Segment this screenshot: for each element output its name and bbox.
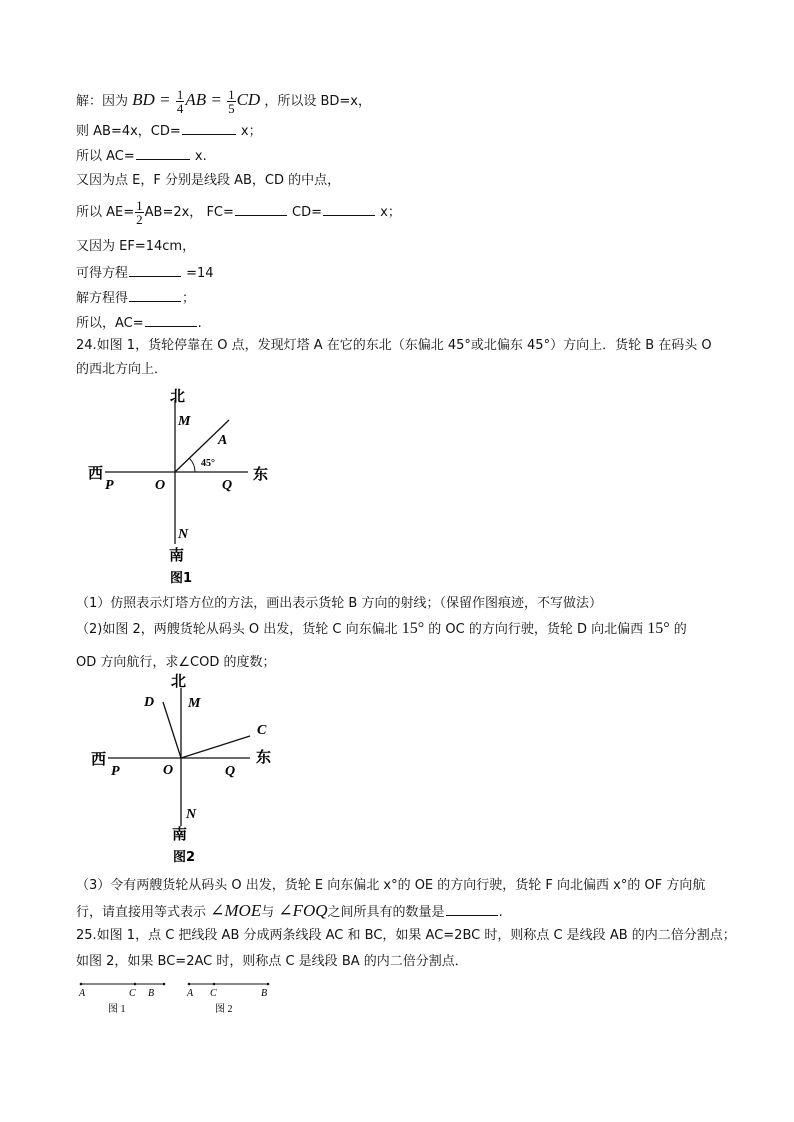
ray-od bbox=[163, 702, 181, 758]
point-a-label: A bbox=[218, 433, 228, 448]
segment-figure-2 bbox=[186, 983, 269, 1015]
figure-2-compass bbox=[80, 670, 280, 870]
north-label: 北 bbox=[171, 672, 187, 690]
point-c-label: C bbox=[210, 988, 217, 999]
solution-line-8: 解方程得 ； bbox=[76, 288, 195, 308]
q24-line-1: 24.如图 1，货轮停靠在 O 点，发现灯塔 A 在它的东北（东偏北 45°或北偏东 45°）方向上．货轮 B 在码头 O bbox=[76, 338, 712, 353]
west-label: 西 bbox=[91, 750, 107, 768]
segment-figure-1 bbox=[78, 983, 165, 1015]
answer-blank[interactable] bbox=[129, 288, 181, 302]
text: 解：因为 bbox=[76, 94, 129, 109]
q24-sub3-line-2: 行，请直接用等式表示 ∠MOE与 ∠FOQ之间所具有的数量是 . bbox=[76, 901, 503, 920]
math-eq: = bbox=[206, 90, 227, 109]
q24-sub2-line-2: OD 方向航行，求∠COD 的度数； bbox=[76, 655, 276, 670]
angle-value: 15° bbox=[647, 620, 670, 637]
fraction-1-4: $\frac{1}{4}$ bbox=[176, 87, 184, 116]
q25-line-1: 25.如图 1，点 C 把线段 AB 分成两条线段 AC 和 BC，如果 AC=2BC 时，则称点 C 是线段 AB 的内二倍分割点； bbox=[76, 928, 736, 943]
point-a-label: A bbox=[79, 988, 86, 999]
figure-caption: 图1 bbox=[170, 571, 193, 586]
north-label: 北 bbox=[170, 387, 186, 405]
answer-blank[interactable] bbox=[145, 313, 197, 327]
q24-sub3-line-1: （3）令有两艘货轮从码头 O 出发，货轮 E 向东偏北 x°的 OE 的方向行驶，货轮 F 向北偏西 x°的 OF 方向航 bbox=[76, 878, 706, 893]
point-c-label: C bbox=[129, 988, 136, 999]
answer-blank[interactable] bbox=[235, 202, 287, 216]
point-q-label: Q bbox=[225, 764, 236, 779]
point-o-label: O bbox=[163, 763, 174, 778]
point-q-label: Q bbox=[222, 478, 233, 493]
point-b-label: B bbox=[261, 988, 268, 999]
math-angle-foq: ∠FOQ bbox=[278, 901, 328, 920]
figure-1-compass bbox=[80, 386, 280, 590]
q24-line-2: 的西北方向上． bbox=[76, 362, 168, 377]
solution-line-4: 又因为点 E，F 分别是线段 AB，CD 的中点， bbox=[76, 173, 341, 188]
figure-caption: 图2 bbox=[173, 850, 196, 865]
q24-sub2-line-1: （2)如图 2，两艘货轮从码头 O 出发，货轮 C 向东偏北 15° 的 OC 的方向行驶，货轮 D 向北偏西 15° 的 bbox=[76, 620, 687, 637]
point-o-label: O bbox=[155, 478, 166, 493]
fraction-1-2: $\frac{1}{2}$ bbox=[136, 198, 143, 227]
point-m-label: M bbox=[178, 414, 191, 429]
point-d-label: D bbox=[144, 695, 155, 710]
solution-line-5: 所以 AE= $\frac{1}{2}$ AB=2x， FC= CD= x； bbox=[76, 198, 401, 227]
point-p-label: P bbox=[105, 478, 114, 493]
text: ，所以设 BD=x， bbox=[264, 94, 371, 109]
ray-oc bbox=[181, 736, 250, 758]
math-angle-moe: ∠MOE bbox=[210, 901, 262, 920]
angle-label: 45° bbox=[201, 458, 215, 469]
solution-line-7: 可得方程 =14 bbox=[76, 263, 214, 283]
point-n-label: N bbox=[178, 527, 189, 542]
q25-line-2: 如图 2，如果 BC=2AC 时，则称点 C 是线段 BA 的内二倍分割点． bbox=[76, 954, 468, 969]
answer-blank[interactable] bbox=[129, 263, 181, 277]
math-ab: AB bbox=[185, 90, 207, 109]
point-c-label: C bbox=[257, 723, 267, 738]
point-b-label: B bbox=[148, 988, 155, 999]
angle-value: 15° bbox=[401, 620, 425, 637]
math-bd: BD bbox=[132, 90, 155, 109]
figure-caption: 图 1 bbox=[108, 1004, 126, 1015]
angle-arc bbox=[190, 458, 196, 472]
segment-figures bbox=[76, 978, 276, 1018]
answer-blank[interactable] bbox=[136, 146, 190, 160]
west-label: 西 bbox=[88, 464, 104, 482]
solution-line-3: 所以 AC= x. bbox=[76, 146, 207, 166]
point-m-label: M bbox=[188, 696, 201, 711]
south-label: 南 bbox=[172, 825, 188, 843]
math-cd: CD bbox=[236, 90, 261, 109]
answer-blank[interactable] bbox=[182, 121, 236, 135]
figure-caption: 图 2 bbox=[215, 1004, 233, 1015]
south-label: 南 bbox=[169, 546, 185, 564]
solution-line-6: 又因为 EF=14cm， bbox=[76, 239, 196, 254]
solution-line-2: 则 AB=4x，CD= x； bbox=[76, 121, 262, 141]
answer-blank[interactable] bbox=[446, 902, 498, 916]
point-n-label: N bbox=[186, 807, 197, 822]
q24-sub1: （1）仿照表示灯塔方位的方法，画出表示货轮 B 方向的射线；（保留作图痕迹，不写做法） bbox=[76, 596, 602, 611]
fraction-1-5: $\frac{1}{5}$ bbox=[228, 87, 235, 116]
east-label: 东 bbox=[256, 748, 272, 766]
point-a-label: A bbox=[187, 988, 194, 999]
math-eq: = bbox=[154, 90, 175, 109]
answer-blank[interactable] bbox=[323, 202, 375, 216]
east-label: 东 bbox=[253, 465, 269, 483]
point-p-label: P bbox=[111, 764, 120, 779]
solution-line-9: 所以，AC= . bbox=[76, 313, 202, 333]
solution-line-1 bbox=[76, 88, 371, 115]
